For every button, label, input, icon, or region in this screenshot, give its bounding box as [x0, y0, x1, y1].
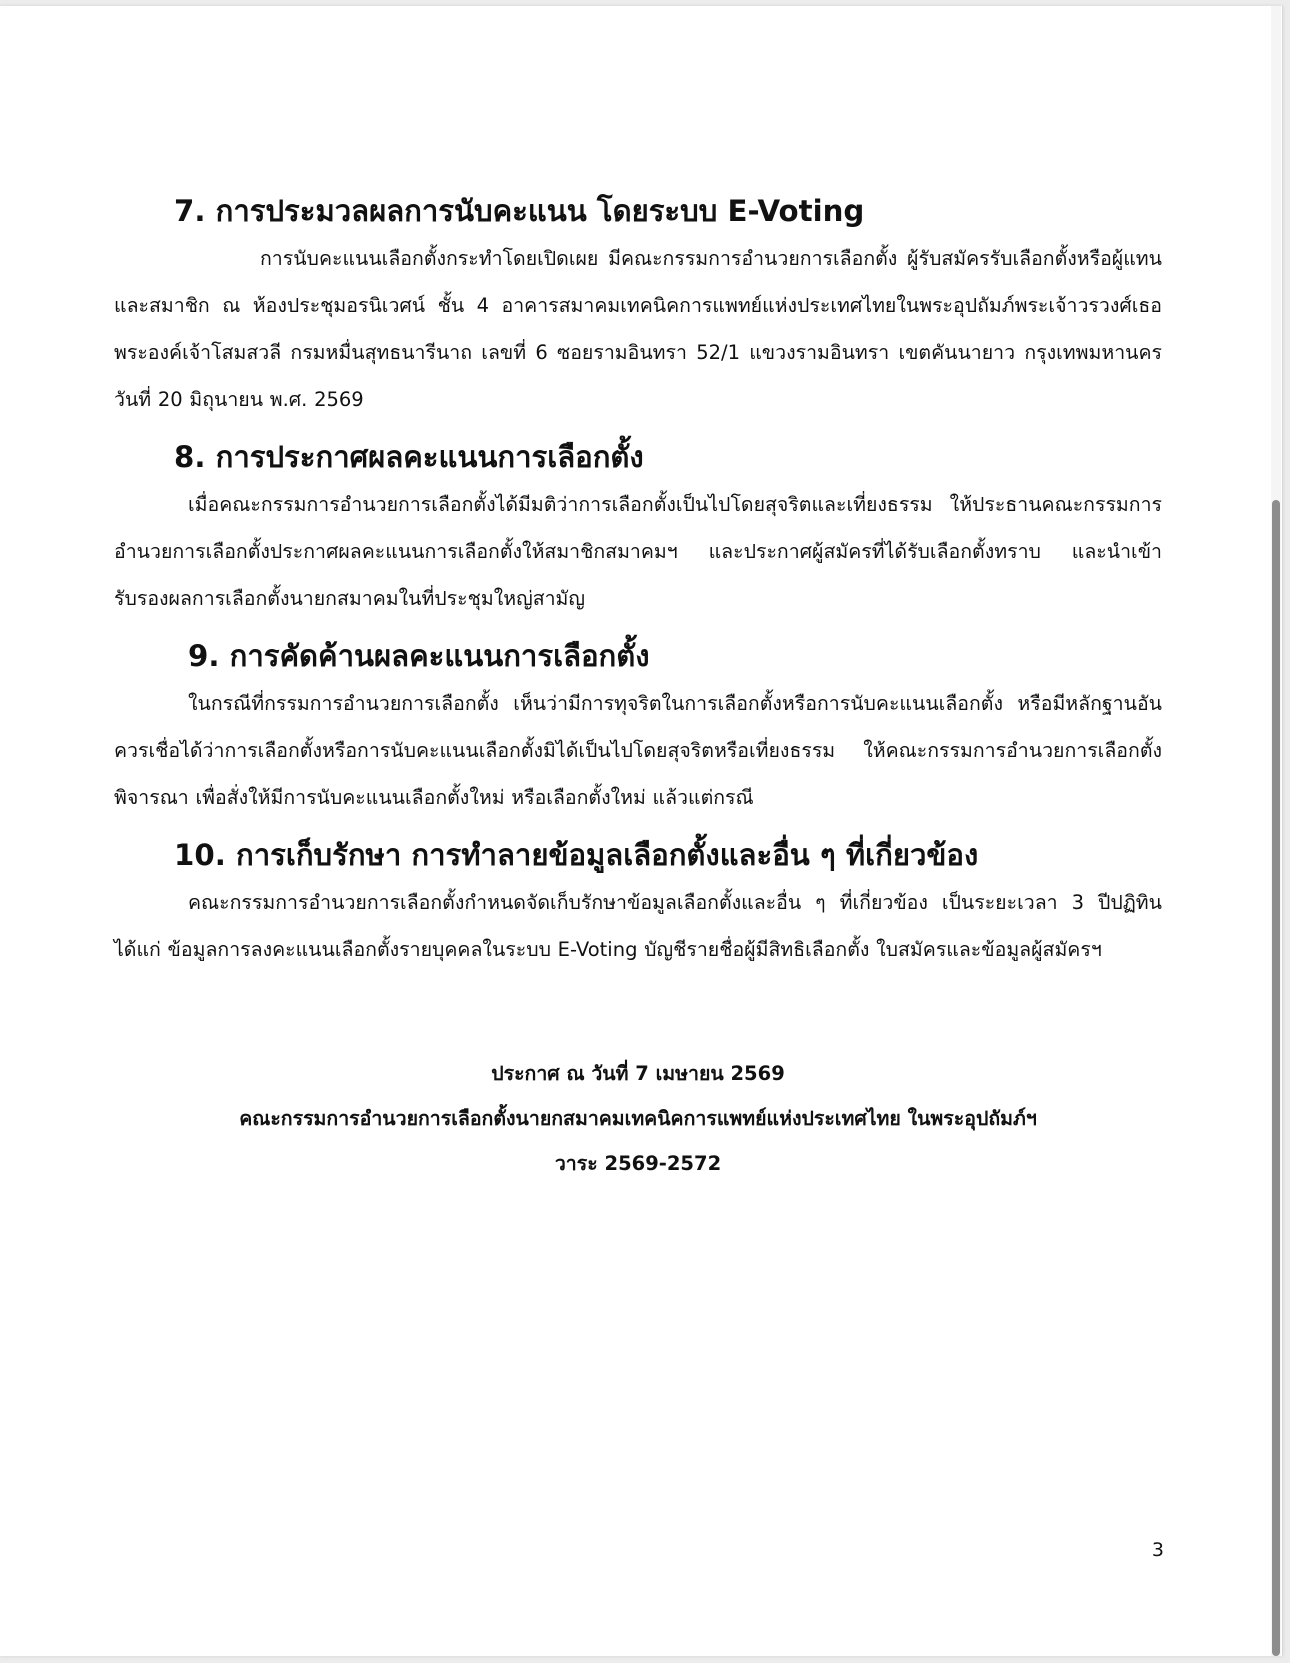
page-number: 3 [1151, 1539, 1164, 1561]
section-10-paragraph: คณะกรรมการอำนวยการเลือกตั้งกำหนดจัดเก็บรักษาข้อมูลเลือกตั้งและอื่น ๆ ที่เกี่ยวข้อง เป็นระยะเวลา 3 ปีปฏิทิน ได้แก่ ข้อมูลการลงคะแนนเลือกตั้งรายบุคคลในระบบ E-Voting บัญชีรายชื่อผู้มีสิทธิเลือกตั้ง ใบสมัครและข้อมูลผู้สมัครฯ [114, 891, 1162, 961]
announcement-signoff [114, 1051, 1162, 1186]
section-10-heading: 10. การเก็บรักษา การทำลายข้อมูลเลือกตั้งและอื่น ๆ ที่เกี่ยวข้อง [174, 838, 979, 872]
document-page [0, 6, 1283, 1656]
committee-name: คณะกรรมการอำนวยการเลือกตั้งนายกสมาคมเทคนิคการแพทย์แห่งประเทศไทย ในพระอุปถัมภ์ฯ [239, 1107, 1037, 1130]
section-10 [114, 832, 1162, 973]
section-7 [114, 188, 1162, 423]
section-gap [114, 423, 1162, 434]
announcement-date: ประกาศ ณ วันที่ 7 เมษายน 2569 [491, 1062, 785, 1085]
section-gap [114, 622, 1162, 633]
section-8-heading: 8. การประกาศผลคะแนนการเลือกตั้ง [174, 440, 644, 474]
scrollbar-thumb[interactable] [1272, 500, 1280, 1656]
section-gap [114, 821, 1162, 832]
section-8-paragraph: เมื่อคณะกรรมการอำนวยการเลือกตั้งได้มีมติว่าการเลือกตั้งเป็นไปโดยสุจริตและเที่ยงธรรม ให้ประธานคณะกรรมการอำนวยการเลือกตั้งประกาศผลคะแนนการเลือกตั้งให้สมาชิกสมาคมฯ และประกาศผู้สมัครที่ได้รับเลือกตั้งทราบ และนำเข้ารับรองผลการเลือกตั้งนายกสมาคมในที่ประชุมใหญ่สามัญ [114, 493, 1162, 610]
section-7-heading: 7. การประมวลผลการนับคะแนน โดยระบบ E-Voting [174, 194, 865, 228]
document-body [114, 188, 1162, 973]
section-7-paragraph: การนับคะแนนเลือกตั้งกระทำโดยเปิดเผย มีคณะกรรมการอำนวยการเลือกตั้ง ผู้รับสมัครรับเลือกตั้งหรือผู้แทน และสมาชิก ณ ห้องประชุมอรนิเวศน์ ชั้น 4 อาคารสมาคมเทคนิคการแพทย์แห่งประเทศไทยในพระอุปถัมภ์พระเจ้าวรวงศ์เธอ พระองค์เจ้าโสมสวลี กรมหมื่นสุทธนารีนาถ เลขที่ 6 ซอยรามอินทรา 52/1 แขวงรามอินทรา เขตคันนายาว กรุงเทพมหานคร วันที่ 20 มิถุนายน พ.ศ. 2569 [114, 247, 1162, 411]
section-9 [114, 633, 1162, 821]
term-period: วาระ 2569-2572 [554, 1152, 722, 1175]
section-8 [114, 434, 1162, 622]
section-9-heading: 9. การคัดค้านผลคะแนนการเลือกตั้ง [188, 639, 650, 673]
section-9-paragraph: ในกรณีที่กรรมการอำนวยการเลือกตั้ง เห็นว่ามีการทุจริตในการเลือกตั้งหรือการนับคะแนนเลือกตั้ง หรือมีหลักฐานอันควรเชื่อได้ว่าการเลือกตั้งหรือการนับคะแนนเลือกตั้งมิได้เป็นไปโดยสุจริตหรือเที่ยงธรรม ให้คณะกรรมการอำนวยการเลือกตั้งพิจารณา เพื่อสั่งให้มีการนับคะแนนเลือกตั้งใหม่ หรือเลือกตั้งใหม่ แล้วแต่กรณี [114, 692, 1162, 809]
